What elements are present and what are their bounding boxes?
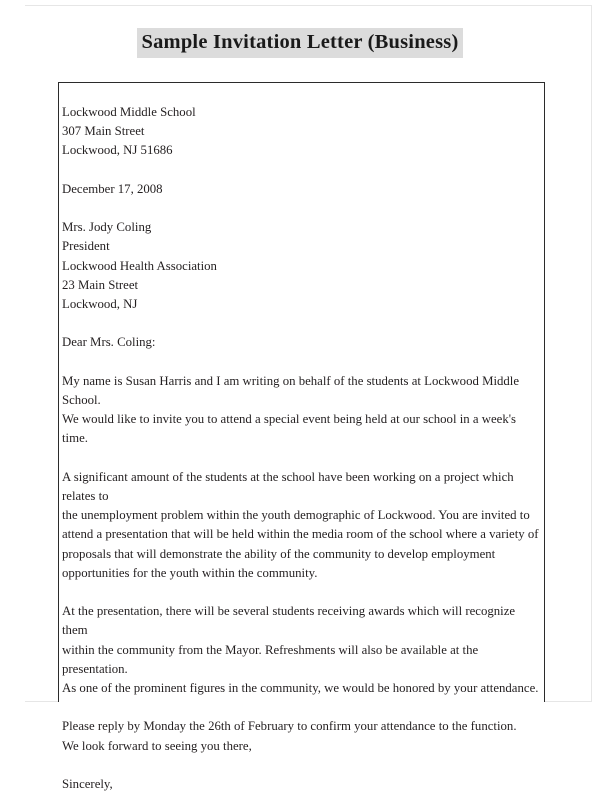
recipient-address-block xyxy=(62,218,542,314)
paragraph-line: attend a presentation that will be held within the media room of the school where a variety of xyxy=(62,527,539,542)
closing: Sincerely, xyxy=(62,776,113,791)
sender-address-line: Lockwood Middle School xyxy=(62,105,196,119)
sender-address-block xyxy=(62,103,542,161)
page-title-row xyxy=(0,28,600,58)
body-paragraph xyxy=(62,717,542,755)
paragraph-line: As one of the prominent figures in the community, we would be honored by your attendance. xyxy=(62,681,539,695)
closing-block xyxy=(62,775,542,794)
paragraph-line: A significant amount of the students at the school have been working on a project which relates to xyxy=(62,469,514,503)
letter-body-frame xyxy=(58,82,545,791)
paragraph-line: My name is Susan Harris and I am writing on behalf of the students at Lockwood Middle School. xyxy=(62,373,520,407)
body-paragraph xyxy=(62,602,542,698)
salutation: Dear Mrs. Coling: xyxy=(62,335,156,350)
paragraph-line: the unemployment problem within the youth demographic of Lockwood. You are invited to xyxy=(62,508,530,523)
letter-date-block xyxy=(62,180,542,199)
paragraph-line: opportunities for the youth within the community. xyxy=(62,565,318,580)
letter-date: December 17, 2008 xyxy=(62,181,163,196)
body-paragraph xyxy=(62,468,542,583)
recipient-address-line: 23 Main Street xyxy=(62,277,139,292)
sender-address-line: 307 Main Street xyxy=(62,124,145,139)
page-title: Sample Invitation Letter (Business) xyxy=(137,28,464,58)
paragraph-line: Please reply by Monday the 26th of February to confirm your attendance to the function. xyxy=(62,719,517,734)
paragraph-line: We would like to invite you to attend a special event being held at our school in a week's time. xyxy=(62,412,517,446)
letter-content xyxy=(59,83,544,794)
paragraph-line: proposals that will demonstrate the ability of the community to develop employment xyxy=(62,546,496,561)
paragraph-line: We look forward to seeing you there, xyxy=(62,738,252,753)
recipient-address-line: President xyxy=(62,239,110,254)
recipient-address-line: Lockwood Health Association xyxy=(62,258,217,273)
recipient-address-line: Lockwood, NJ xyxy=(62,297,138,311)
sender-address-line: Lockwood, NJ 51686 xyxy=(62,143,173,158)
salutation-block xyxy=(62,333,542,352)
paragraph-line: within the community from the Mayor. Refreshments will also be available at the presentation. xyxy=(62,642,479,676)
body-paragraph xyxy=(62,372,542,449)
paragraph-line: At the presentation, there will be several students receiving awards which will recognize them xyxy=(62,604,516,638)
recipient-address-line: Mrs. Jody Coling xyxy=(62,220,152,235)
